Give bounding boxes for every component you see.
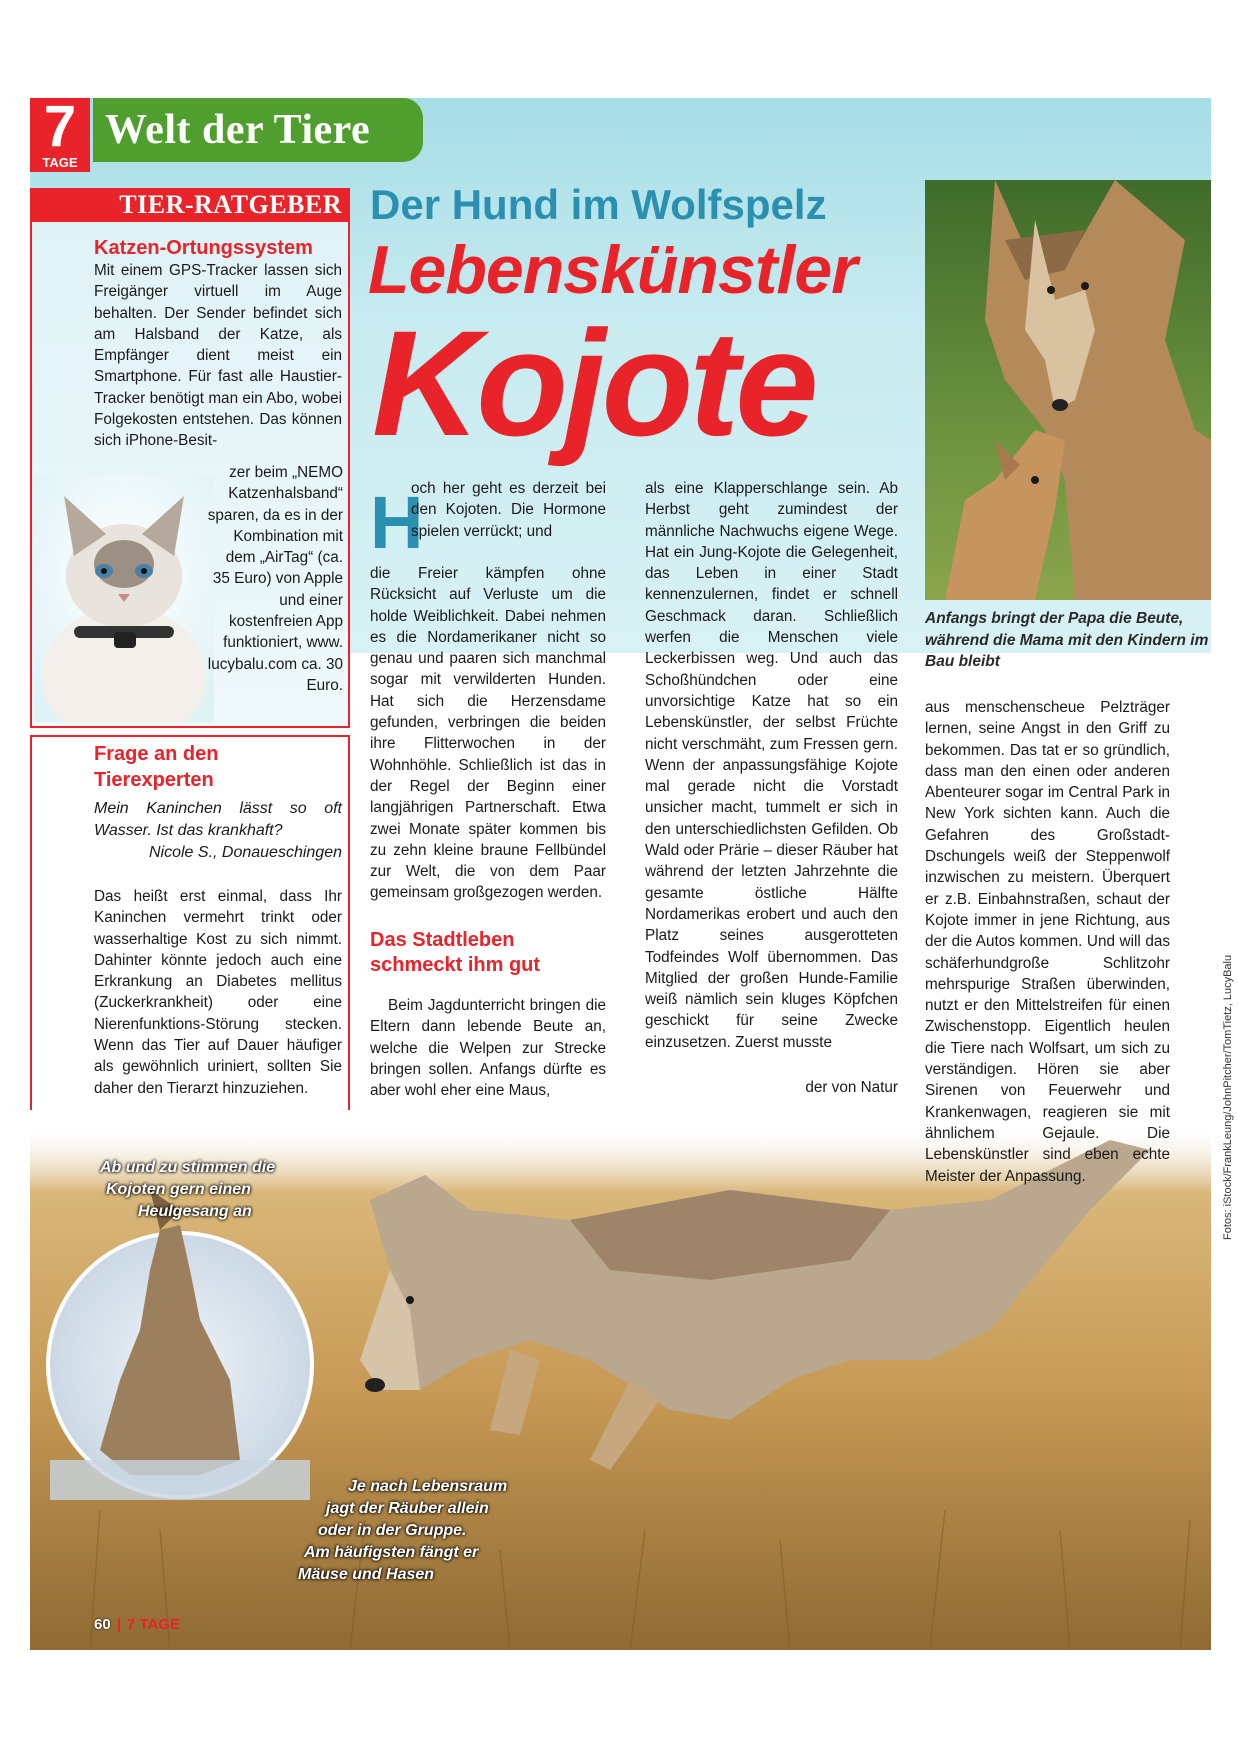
photo-credits: Fotos: iStock/FrankLeung/JohnPitcher/TomTietz, LucyBalu <box>1222 954 1234 1240</box>
expert-answer: Das heißt erst einmal, dass Ihr Kaninchen vermehrt trinkt oder wasserhaltige Kost zu sich nimmt. Dahinter könnte jedoch auch eine Erkrankung an Diabetes mellitus (Zuckerkrankheit) oder eine Nierenfunktions-Störung stecken. Wenn das Tier auf Dauer häufiger als gewöhnlich uriniert, sollten Sie daher den Tierarzt hinzuziehen. <box>94 888 342 1097</box>
article-column-3: aus menschenscheue Pelzträger lernen, seine Angst in den Griff zu bekommen. Das tat er so gründlich, dass man den einen oder anderen Abenteurer sogar im Central Park in New York sichten kann. Auch die Gefahren des Großstadt-Dschungels weiß der Steppenwolf inzwischen zu meistern. Überquert er z.B. Einbahnstraßen, schaut der Kojote immer in jene Richtung, aus der die Autos kommen. Und will das schäferhundgroße Schlitzohr mehrspurige Straßen überwinden, nutzt er den Mittelstreifen für einen Zwischenstopp. Eigentlich heulen die Tiere nach Wolfsart, um sich zu verständigen. Hören sie aber Sirenen von Feuerwehr und Krankenwagen, reagieren sie mit ähnlichem Gejaule. Die Lebenskünstler sind eben echte Meister der Anpassung. <box>925 699 1170 1185</box>
article-column-1-continued: Beim Jagdunterricht bringen die Eltern dann lebende Beute an, welche die Welpen zur Strecke bringen sollen. Anfangs dürfte es aber wohl eher eine Maus, <box>370 997 606 1100</box>
hunt-caption-line1: Je nach Lebensraum <box>348 1478 508 1495</box>
article-intro: och her geht es derzeit bei den Kojoten. Die Hormone spielen verrückt; und <box>411 480 606 540</box>
coyote-family-photo <box>925 180 1211 600</box>
reader-question: Mein Kaninchen lässt so oft Wasser. Ist das krankhaft? <box>94 800 342 839</box>
cat-photo <box>34 476 214 722</box>
magazine-logo <box>30 94 90 172</box>
howl-caption-line1: Ab und zu stimmen die <box>100 1159 276 1176</box>
hunt-caption-line2: jagt der Räuber allein <box>326 1500 489 1517</box>
sidebar-text-gps: Mit einem GPS-Tracker lassen sich Freigänger virtuell im Auge behalten. Der Sender befindet sich am Halsband der Katze, als Empfänger dient meist ein Smartphone. Für fast alle Haustier-Tracker benötigt man ein Abo, wobei Folgekosten entstehen. Das können sich iPhone-Besit- <box>94 262 342 450</box>
logo-word: TAGE <box>42 155 78 170</box>
folio-brand: 7 TAGE <box>126 1616 180 1633</box>
question-heading-line2: Tierexperten <box>94 769 214 791</box>
howl-caption-line2: Kojoten gern einen <box>106 1181 251 1198</box>
question-heading-line1: Frage an den <box>94 743 219 765</box>
drop-cap: H <box>370 481 424 564</box>
section-title: Welt der Tiere <box>105 107 371 153</box>
hunt-caption-line5: Mäuse und Hasen <box>298 1566 435 1583</box>
kicker-headline: Der Hund im Wolfspelz <box>370 181 827 228</box>
sidebar-heading-gps: Katzen-Ortungssystem <box>94 237 313 259</box>
logo-number: 7 <box>43 94 77 159</box>
article-column-1: die Freier kämpfen ohne Rücksicht auf Verluste um die holde Weiblichkeit. Dabei nehmen es die Nordamerikaner nicht so genau und paaren sich manchmal sogar mit verwilderten Hunden. Hat sich die Herzensdame gefunden, verbringen die beiden ihre Flitterwochen in der Wohnhöhle. Schließlich ist das in der Regel der Beginn einer langjährigen Partnerschaft. Etwa zwei Monate später kommen bis zu zehn kleine braune Fellbündel zur Welt, die von dem Paar gemeinsam großgezogen werden. <box>370 565 606 902</box>
sidebar-text-nemo: zer beim „NEMO Katzenhalsband“ sparen, da es in der Kombination mit dem „AirTag“ (ca. 35 Euro) von Apple und einer kostenfreien App funktioniert, www. lucybalu.com ca. 30 Euro. <box>207 464 343 694</box>
subhead-line2: schmeckt ihm gut <box>370 954 541 976</box>
sidebar-header: TIER-RATGEBER <box>30 188 350 222</box>
article-subhead <box>370 928 540 978</box>
hunt-caption-line3: oder in der Gruppe. <box>318 1522 467 1539</box>
headline-line1: Lebenskünstler <box>368 232 857 308</box>
question-author: Nicole S., Donaueschingen <box>148 844 342 861</box>
howl-caption-line3: Heulgesang an <box>138 1203 252 1220</box>
page-number: 60 <box>94 1616 111 1633</box>
page-folio: 60 | 7 TAGE <box>94 1616 180 1633</box>
article-column-2: als eine Klapperschlange sein. Ab Herbst geht zumindest der männliche Nachwuchs eigene Wege. Hat ein Jung-Kojote die Gelegenheit, das Leben in einer Stadt kennenzulernen, findet er schnell Geschmack daran. Schließlich werfen die Menschen viele Leckerbissen weg. Und auch das Schoßhündchen oder eine unvorsichtige Katze hat so ein Lebenskünstler, der selbst Früchte nicht verschmäht, zum Fressen gern. Wenn der anpassungsfähige Kojote mal gerade nicht die Vorstadt unsicher macht, tummelt er sich in den unterschiedlichsten Gefilden. Ob Wald oder Prärie – dieser Räuber hat während der letzten Jahrzehnte die gesamte östliche Hälfte Nordamerikas erobert und auch den Platz seines ausgerotteten Todfeindes Wolf übernommen. Das Mitglied der großen Hunde-Familie weiß nämlich sein kluges Köpfchen geschickt für seine Zwecke einzusetzen. Zuerst musste <box>645 480 898 1051</box>
photo-caption-family: Anfangs bringt der Papa die Beute, während die Mama mit den Kindern im Bau bleibt <box>925 610 1209 670</box>
hunt-caption-line4: Am häufigsten fängt er <box>304 1544 479 1561</box>
headline-line2: Kojote <box>372 299 815 467</box>
subhead-line1: Das Stadtleben <box>370 929 515 951</box>
article-column-2-end: der von Natur <box>805 1079 898 1096</box>
